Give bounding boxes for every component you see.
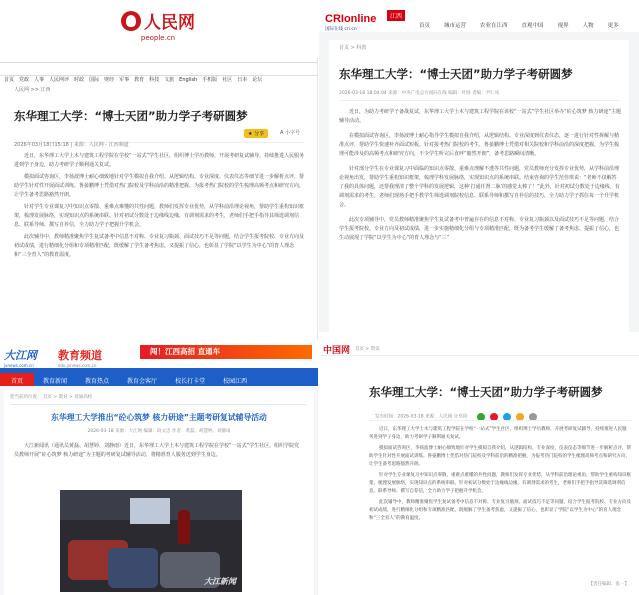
jxnews-logo-text: 大江网 <box>4 349 37 362</box>
nav-item-4[interactable]: 教育会客厅 <box>127 378 158 385</box>
nav-item-1[interactable]: 首页 <box>419 23 431 29</box>
china-logo-text[interactable]: 中国网 <box>323 346 351 356</box>
china-article-body <box>369 426 631 526</box>
nav-item-5[interactable]: 时政 <box>74 77 85 83</box>
china-paragraph-3: 针对学生专业课复习中知识点零散、重难点难懂的共性问题，教师们发挥专业优势，从学科前沿理论视角，帮助学生重构知识框架，梳理发展脉络，实现知识点的系统串联。针对初试分数处于边缘线边缘，有调剂需求的考生，老师们手把手指导其筛选调剂信息、联系导师、撰写自荐信，全力助力学子把握升学机会。 <box>369 473 631 494</box>
people-share-button[interactable] <box>244 129 268 138</box>
people-emblem-icon <box>121 11 141 31</box>
people-article-body <box>14 152 306 263</box>
share-icon: ★ <box>248 131 253 137</box>
nav-item-16[interactable]: 论坛 <box>252 77 263 83</box>
jxnews-article-card <box>4 390 314 595</box>
jxnews-edu-logo-text: 教育频道 <box>58 349 102 362</box>
jxnews-logo-sub: jxnews.com.cn <box>4 363 34 368</box>
cri-online-article-panel <box>319 0 639 340</box>
china-breadcrumb[interactable]: 首页 > 资讯 <box>355 347 380 352</box>
cri-logo-sub: 国际在线 cri.cn <box>325 27 357 32</box>
jxnews-banner-text: 闯！江西高招 直通车 <box>150 347 221 356</box>
nav-item-3[interactable]: 教育热点 <box>85 378 110 385</box>
china-editor-footer: 【责任编辑：张一】 <box>588 582 629 587</box>
nav-item-15[interactable]: 日本 <box>237 77 248 83</box>
jxnews-breadcrumb-label: 您当前的位置： <box>10 395 42 400</box>
nav-item-5[interactable]: 视界 <box>557 23 569 29</box>
cri-paragraph-4: 此次专项辅导中，党员教师精准聚焦学生复试备考中普遍存在的信息不对称、专业复习瓶颈以及面试技巧不足等问题，结合学生报考院校、专业方向及初试成绩，进一步实施精细化分组与专项精准匹配，既为备考学生缓解了备考焦虑、提振了信心，也生动展现了学院“以学生为中心”的育人理念与“三” <box>339 217 620 241</box>
jxnews-paragraph-1: 大江新闻讯（通讯员黄磊、胡慧婷、刘静雨）近日，东华理工大学土木与建筑工程学院在学校“一站式”学生社区，组织学院党员教师开展“砼心筑梦 核力研途”为主题的考研复试辅导活动，将精准育人服务送到学生身边。 <box>14 443 300 458</box>
nav-item-2[interactable]: 党政 <box>19 77 30 83</box>
cri-article-card <box>329 40 629 336</box>
people-breadcrumb[interactable]: 人民网 >> 江西 <box>14 87 51 93</box>
china-article-meta: 发布时间：2026-03-18 来源：人民网 分享到： <box>375 414 472 420</box>
jxnews-header <box>0 342 318 368</box>
nav-item-6[interactable]: 校园江西 <box>223 378 248 385</box>
cri-logo-text: CRIonline <box>325 13 377 25</box>
people-logo[interactable] <box>118 8 198 52</box>
jxnews-article-meta: 2026-03-18 来源：大江网 编辑：段文忠 作者：黄磊、胡慧婷、刘静雨 <box>87 429 231 434</box>
people-article-title: 东华理工大学：“博士天团”助力学子考研圆梦 <box>14 109 248 123</box>
nav-item-14[interactable]: 社区 <box>222 77 233 83</box>
jxnews-article-title: 东华理工大学推出“砼心筑梦 核力研途”主题考研复试辅导活动 <box>51 413 267 422</box>
cri-nav-bar <box>319 0 639 30</box>
nav-item-6[interactable]: 人物 <box>582 23 594 29</box>
people-paragraph-4: 此次辅导中，教师精准聚焦学生复试备考中信息不对称、专业复习瓶颈、面试技巧不足等问题，结合学生报考院校、专业方向及初试成绩，进行精细化分组和专项精准匹配，既缓解了学生备考焦虑，又提振了信心，也彰显了学院“以学生为中心”的育人理念和“三全育人”的教育温度。 <box>14 234 305 258</box>
nav-item-7[interactable]: 财经 <box>104 77 115 83</box>
nav-item-11[interactable]: 文旅 <box>164 77 175 83</box>
nav-item-1[interactable]: 首页 <box>0 373 34 391</box>
cri-region-badge[interactable]: 江西 <box>387 10 405 21</box>
nav-item-9[interactable]: 教育 <box>134 77 145 83</box>
people-logo-domain: people.cn <box>140 34 176 42</box>
jxnews-article-body <box>14 442 304 463</box>
jxnews-edu-logo-sub: edu.jxnews.com.cn <box>58 363 97 368</box>
nav-item-13[interactable]: 手机版 <box>202 77 218 83</box>
nav-item-3[interactable]: 人事 <box>34 77 45 83</box>
china-paragraph-4: 此次辅导中，教师精准聚焦学生复试备考中信息不对称、专业复习瓶颈、面试技巧不足等问题，结合学生报考院校、专业方向及初试成绩，进行精细化分组和专项精准匹配，既缓解了学生备考焦虑，又提振了信心，也彰显了学院“以学生为中心”的育人理念和“三全育人”的教育温度。 <box>369 500 631 521</box>
china-paragraph-1: 近日，东华理工大学土木与建筑工程学院在学校“一站式”学生社区，组织博士学历教师，开展考研复试辅导，持续推进人民服务进到学子身边，助力考研学子顺利通关复试。 <box>369 427 627 440</box>
people-font-size-button[interactable] <box>280 129 300 136</box>
jxnews-banner-ad[interactable] <box>140 345 312 359</box>
nav-item-12[interactable]: English <box>179 77 198 83</box>
nav-item-4[interactable]: 直观中国 <box>521 23 544 29</box>
jxnews-breadcrumb[interactable]: 首页 > 教育 > 普通高校 <box>42 395 93 400</box>
nav-item-6[interactable]: 国际 <box>89 77 100 83</box>
jxnews-logo[interactable] <box>4 344 37 368</box>
cri-article-body <box>339 108 621 246</box>
nav-item-4[interactable]: 人民网评 <box>49 77 70 83</box>
cri-article-meta: 2026-03-18 18:04:04 来源：中央广电总台国际在线 编辑：叶圆 责编：尹仁凤 <box>339 91 500 96</box>
nav-item-2[interactable]: 教育新闻 <box>43 378 68 385</box>
people-share-label: 分享 <box>254 131 265 137</box>
people-font-label: 小字号 <box>285 130 301 136</box>
people-meta-row <box>14 130 304 148</box>
people-article-meta: 2026年03月18日15:18 | 来源：人民网 - 江西频道 <box>14 142 129 148</box>
people-header <box>0 0 318 58</box>
jxnews-breadcrumb-row <box>10 394 92 400</box>
classroom-screen <box>130 498 170 524</box>
people-logo-text: 人民网 <box>144 13 195 33</box>
nav-item-7[interactable]: 更多 <box>607 23 619 29</box>
student-figure-2 <box>108 548 158 588</box>
people-paragraph-3: 针对学生专业课复习中知识点零散、重难点难懂的共性问题，教师们发挥专业优势，从学科前沿理论视角，帮助学生重构知识框架，梳理发展脉络，实现知识点的系统串联。针对初试分数处于边缘线边缘，有调剂需求的考生，老师们手把手指导其筛选调剂信息、联系导师、撰写自荐信，全力助力学子把握升学机会。 <box>14 204 305 228</box>
china-com-article-panel <box>319 342 639 595</box>
jxnews-photo-watermark: 大江新闻 <box>204 577 236 586</box>
jxnews-edu-logo[interactable] <box>58 344 102 368</box>
nav-item-5[interactable]: 校长打卡堂 <box>175 378 206 385</box>
china-paragraph-2: 模拟面试咨询区，李扬波博士耐心细致地针对学生模拟自我介绍，从逻辑结构、专业深度、仪表仪态等细节进一步解析点评，帮助学生针对性开展面试训练。鲁晏鹏博士凭借对热门院校及学科前沿的精准把握，为报考热门院校的学生梳理高频考点和研究方向，让学生备考思路豁然开朗。 <box>369 446 631 467</box>
nav-item-1[interactable]: 首页 <box>4 77 15 83</box>
china-header <box>319 342 639 356</box>
cri-article-title: 东华理工大学：“博士天团”助力学子考研圆梦 <box>339 67 573 81</box>
china-article-title: 东华理工大学：“博士天团”助力学子考研圆梦 <box>369 385 603 399</box>
nav-item-3[interactable]: 农业在江西 <box>480 23 508 29</box>
font-size-icon: A <box>280 130 284 136</box>
cri-breadcrumb[interactable]: 首页 > 科教 <box>339 45 367 51</box>
nav-item-10[interactable]: 科技 <box>149 77 160 83</box>
nav-item-8[interactable]: 军事 <box>119 77 130 83</box>
people-cn-article-panel <box>0 0 318 340</box>
cri-paragraph-3: 针对部分学生在专业课复习中面临的知识点零散、重难点理解不透等共性问题，党员教师充分发挥专业优势，从学科前沿理论视角出发，帮助学生重构知识框架，梳理学科发展脉络，实现知识点的系统串联。结束咨询的学生范佳琪说：“老师不仅解答了我的具体问题，还帮我理清了整个学科的发展逻辑，这种‘打通任督二脉’的感觉太棒了！”此外，针对初试分数处于边缘线、有调剂需求的考生，老师们现场手把手教学生筛选调剂院校信息、联系导师和撰写自荐信的技巧，全力助力学子抓住每一个升学机会。 <box>339 166 620 208</box>
people-nav-bar <box>0 62 318 83</box>
jxnews-nav-bar <box>0 368 318 386</box>
china-meta-row <box>375 406 537 420</box>
people-paragraph-2: 模拟面试咨询区，李扬波博士耐心细致地针对学生模拟自我介绍、从逻辑结构、专业深度、仪表仪态等细节进一步解析点评，帮助学生针对性开展面试训练。鲁晏鹏博士凭借对热门院校及学科前沿的精准把握，为报考热门院校的学生梳理高频考点和研究方向，让学生备考思路豁然开朗。 <box>14 174 305 198</box>
people-paragraph-1: 近日，东华理工大学土木与建筑工程学院在学校“一站式”学生社区，组织博士学历教师，开展考研复试辅导，持续推进人民服务进到学子身边，助力考研学子顺利通关复试。 <box>14 153 305 168</box>
cri-paragraph-1: 近日，为助力考研学子备战复试，东华理工大学土木与建筑工程学院在该校“一站式”学生社区举办“砼心筑梦 核力研途”主题辅导活动。 <box>339 109 621 124</box>
jxnews-article-panel <box>0 342 318 595</box>
jxnews-article-photo <box>60 490 242 592</box>
teacher-figure <box>178 510 190 544</box>
cri-paragraph-2: 在模拟面试咨询区，李扬波博士耐心指导学生模拟自我介绍，从逻辑结构、专业深度到仪表仪态，逐一进行针对性拆解与精准点评，帮助学生快速补齐面试短板。针对报考热门院校的考生，鲁晏鹏博士凭借对相关院校和学科前沿的深度把握，为学生梳理可能涉及的高频考点和研究方向，不少学生听完后直呼“豁然开朗”，备考思路瞬间清晰。 <box>339 133 620 157</box>
nav-item-2[interactable]: 城市运营 <box>444 23 467 29</box>
